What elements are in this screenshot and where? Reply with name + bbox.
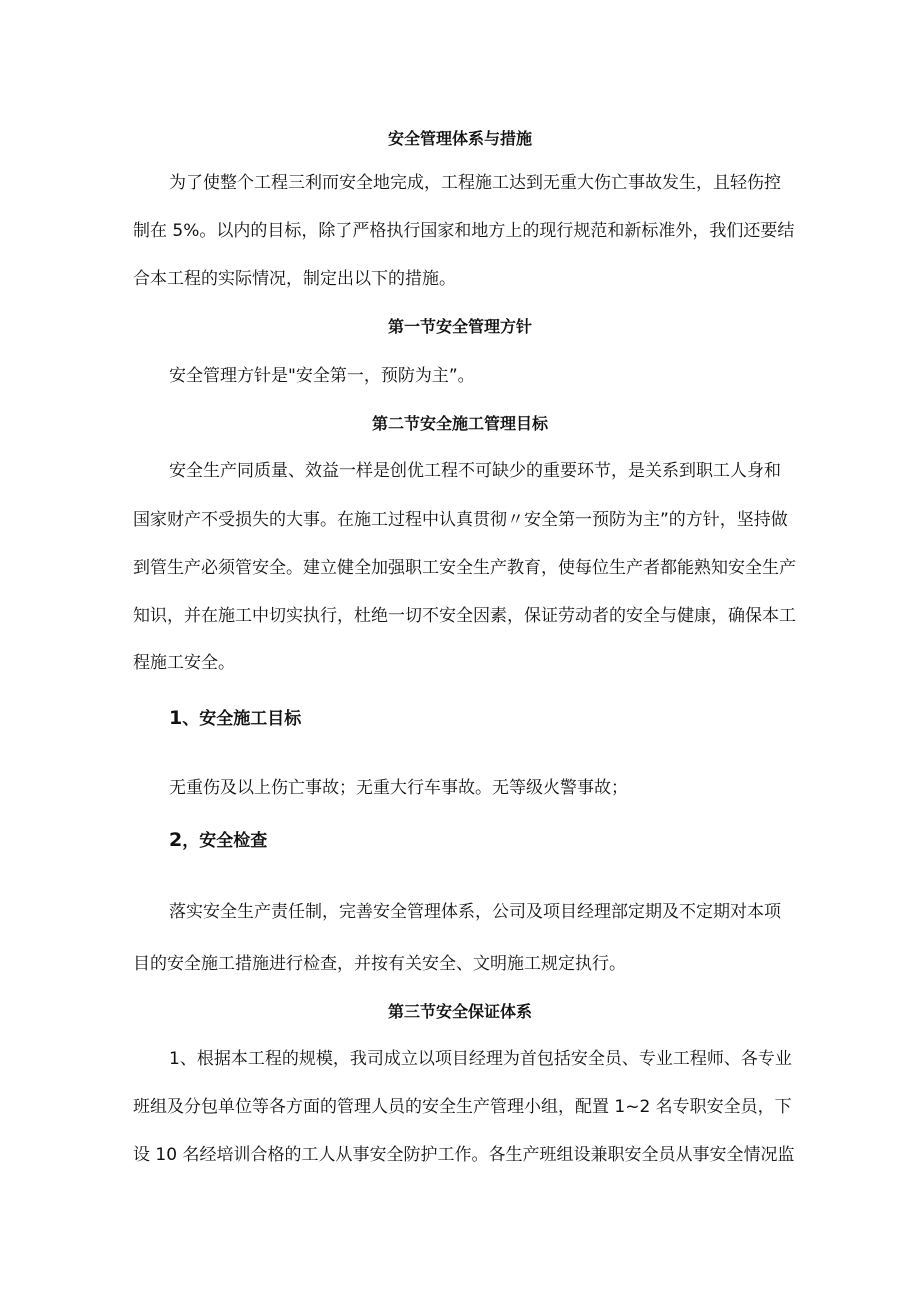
- section2-paragraph-line-1: 安全生产同质量、效益一样是创优工程不可缺少的重要环节，是关系到职工人身和: [169, 461, 781, 481]
- section3-paragraph-line-1: 1、根据本工程的规模，我司成立以项目经理为首包括安全员、专业工程师、各专业: [169, 1049, 792, 1069]
- section2-heading: 第二节安全施工管理目标: [371, 414, 548, 433]
- section1-text: 安全管理方针是"安全第一，预防为主”。: [169, 366, 475, 386]
- document-title: 安全管理体系与措施: [387, 129, 532, 148]
- section2-paragraph-line-4: 知识，并在施工中切实执行，杜绝一切不安全因素，保证劳动者的安全与健康，确保本工: [133, 606, 796, 626]
- item2-separator: ，: [182, 831, 200, 851]
- intro-line-3: 合本工程的实际情况，制定出以下的措施。: [133, 269, 456, 289]
- section1-heading: 第一节安全管理方针: [387, 317, 532, 336]
- item1-number: 1: [169, 707, 183, 729]
- section2-paragraph-line-2: 国家财产不受损失的大事。在施工过程中认真贯彻〃安全第一预防为主”的方针，坚持做: [133, 510, 788, 530]
- item1-heading: [0, 706, 920, 731]
- section3-heading: 第三节安全保证体系: [387, 1002, 532, 1021]
- intro-line-2: 制在 5%。以内的目标，除了严格执行国家和地方上的现行规范和新标准外，我们还要结: [133, 221, 795, 241]
- item2-number: 2: [169, 829, 183, 851]
- section2-paragraph-line-5: 程施工安全。: [133, 653, 235, 673]
- item1-text: 无重伤及以上伤亡事故；无重大行车事故。无等级火警事故；: [169, 778, 628, 798]
- item1-separator: 、: [182, 709, 200, 729]
- item1-label: 安全施工目标: [199, 709, 302, 729]
- item2-text-line-2: 目的安全施工措施进行检查，并按有关安全、文明施工规定执行。: [133, 954, 626, 974]
- item2-heading: [0, 828, 920, 853]
- intro-line-1: 为了使整个工程三利而安全地完成，工程施工达到无重大伤亡事故发生，且轻伤控: [169, 173, 781, 193]
- section2-paragraph-line-3: 到管生产必须管安全。建立健全加强职工安全生产教育，使每位生产者都能熟知安全生产: [133, 558, 796, 578]
- section3-paragraph-line-2: 班组及分包单位等各方面的管理人员的安全生产管理小组，配置 1~2 名专职安全员，下: [133, 1097, 792, 1117]
- section3-paragraph-line-3: 设 10 名经培训合格的工人从事安全防护工作。各生产班组设兼职安全员从事安全情况监: [133, 1145, 795, 1165]
- item2-text-line-1: 落实安全生产责任制，完善安全管理体系，公司及项目经理部定期及不定期对本项: [169, 902, 781, 922]
- item2-label: 安全检查: [199, 831, 268, 851]
